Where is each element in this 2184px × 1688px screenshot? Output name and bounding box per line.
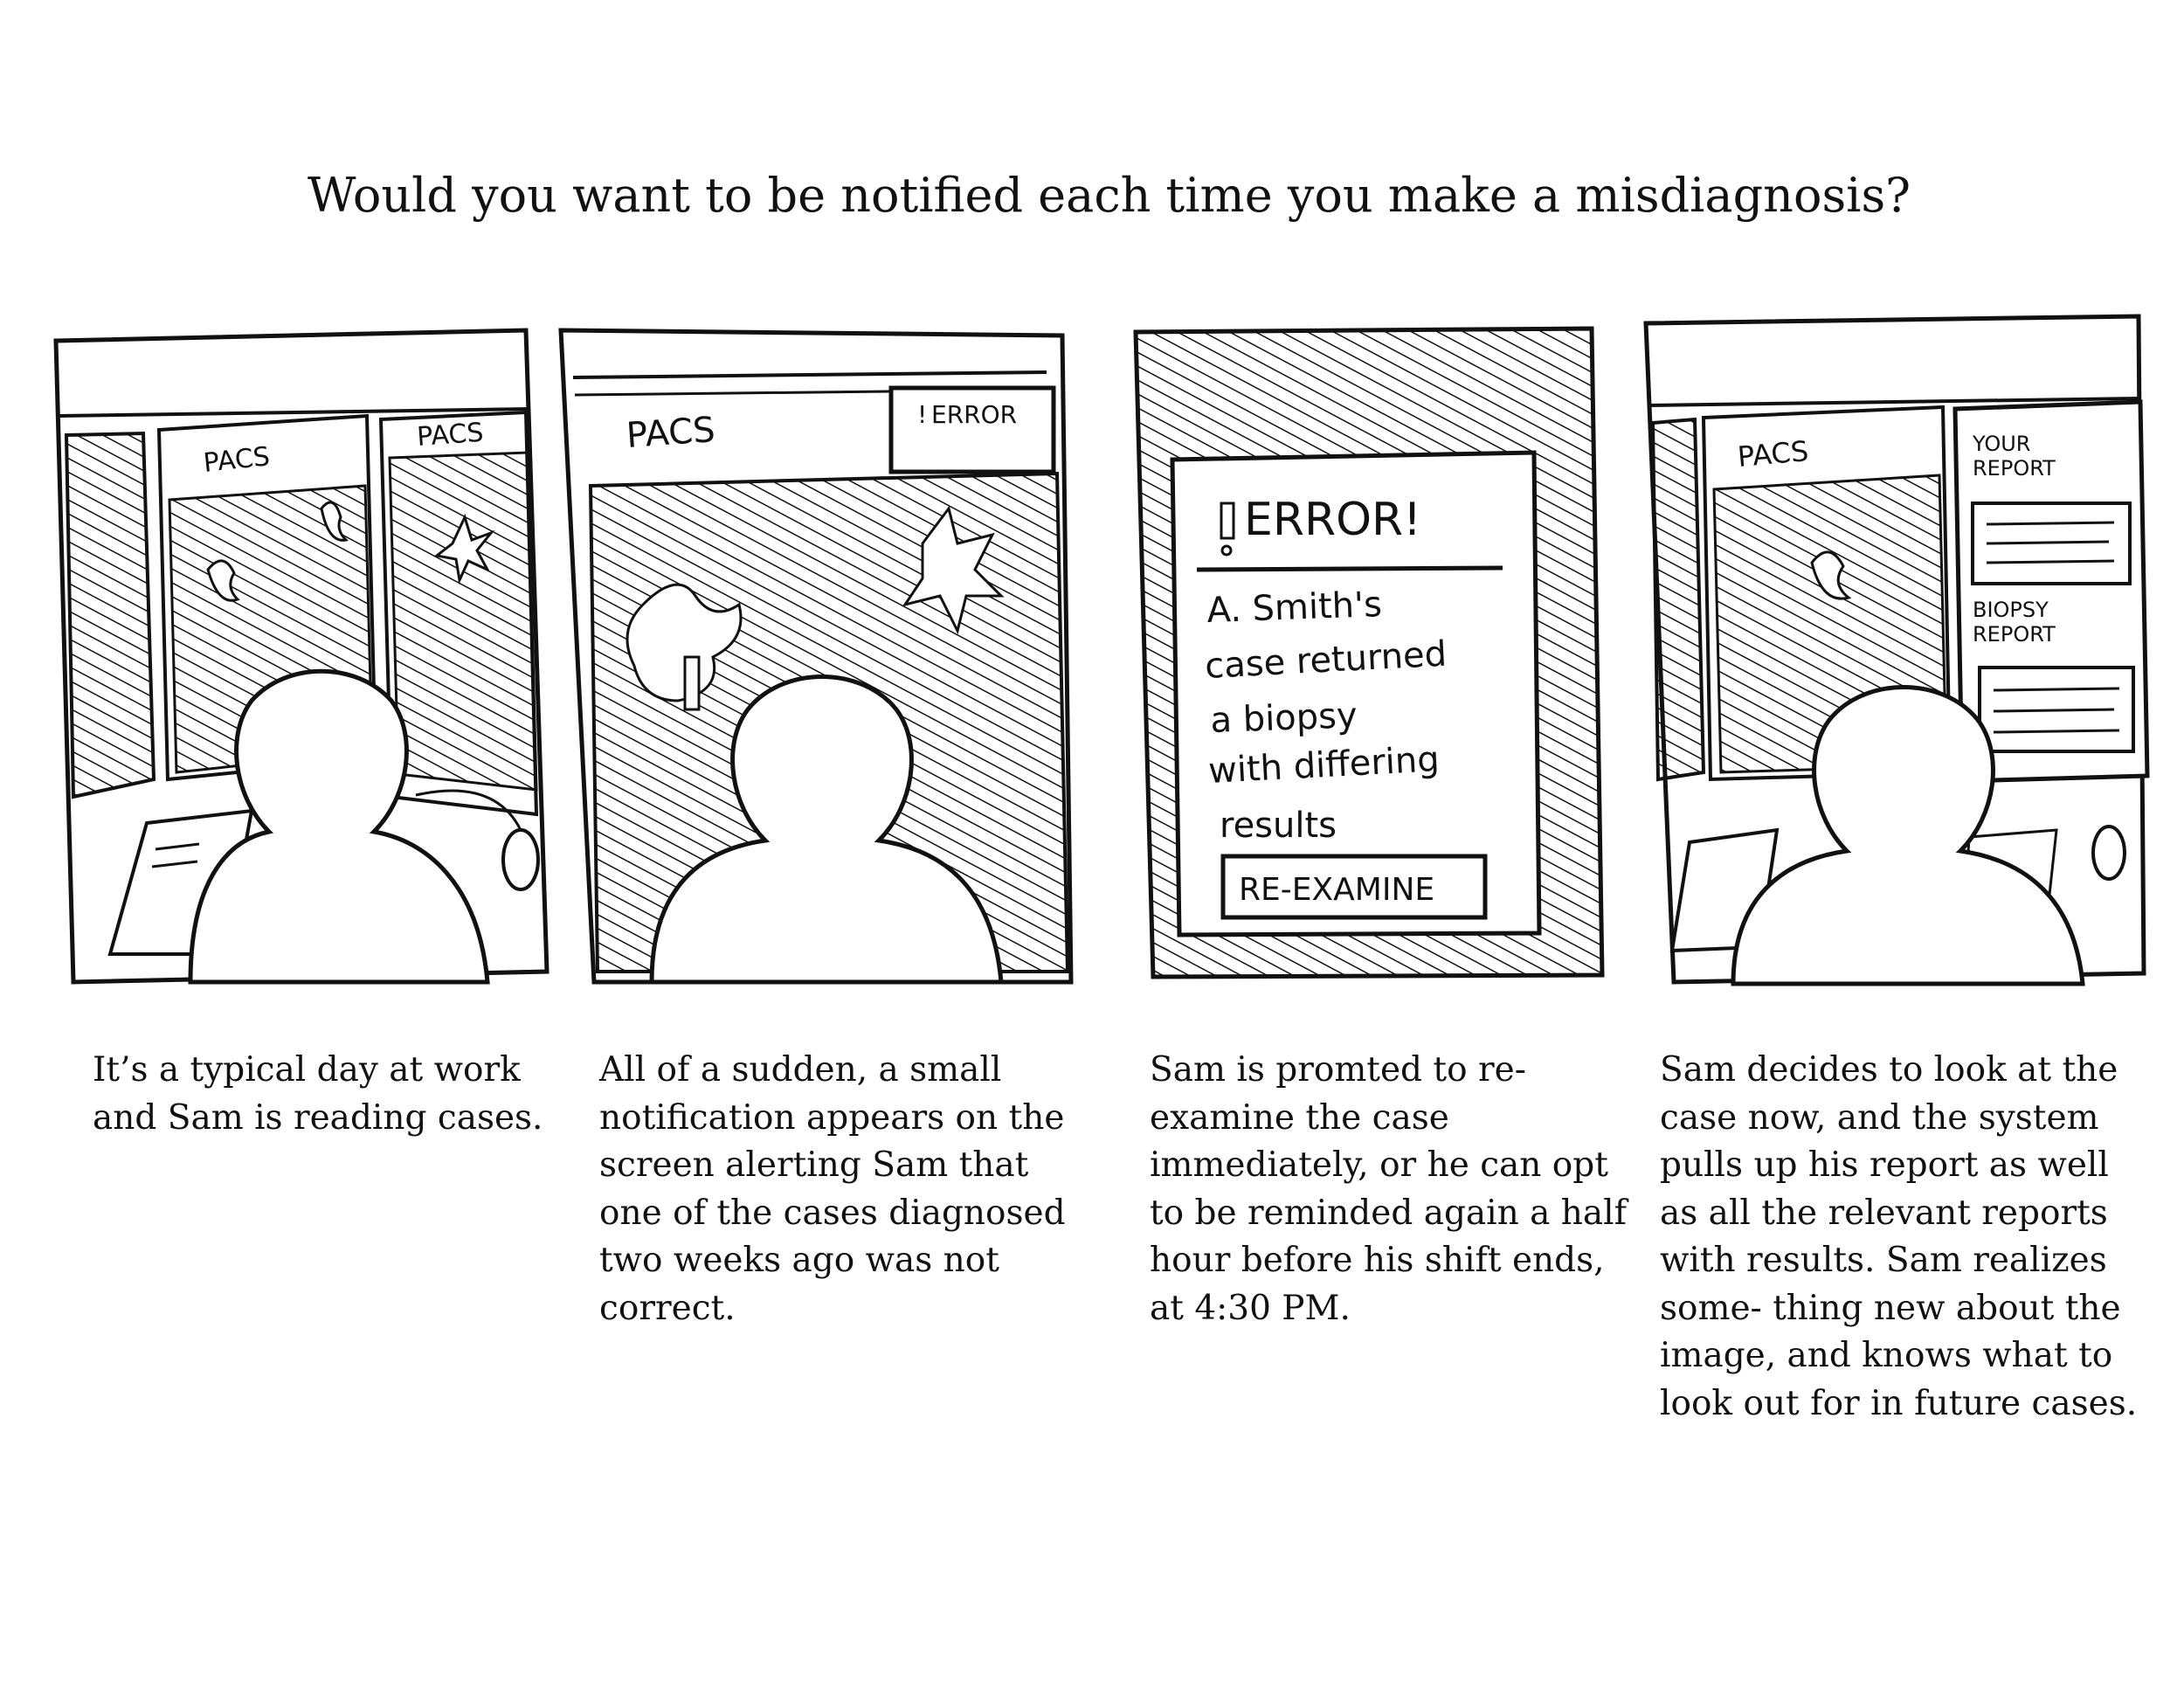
panel-3-sketch xyxy=(1127,320,1616,984)
your-report-label-line2: REPORT xyxy=(1973,456,2056,481)
storyboard-panel-3 xyxy=(1127,320,1616,984)
storyboard-panel-2 xyxy=(556,325,1080,989)
re-examine-button[interactable] xyxy=(1223,856,1485,917)
panel-3-caption: Sam is promted to re-examine the case immediately, or he can opt to be reminded again a half hour before his shift ends, at 4:30 PM. xyxy=(1150,1050,1628,1328)
dialog-message-line-3: a biopsy xyxy=(1209,695,1358,741)
notification-label: ERROR xyxy=(931,400,1018,429)
panel-4-sketch xyxy=(1620,301,2153,991)
biopsy-report-label-line1: BIOPSY xyxy=(1973,598,2049,622)
storyboard-panel-1 xyxy=(51,325,554,989)
panel-1-sketch xyxy=(51,325,554,989)
your-report-label-line1: YOUR xyxy=(1973,432,2031,456)
storyboard-title: Would you want to be notified each time you make a misdiagnosis? xyxy=(308,168,1911,223)
panel-4-caption: Sam decides to look at the case now, and the system pulls up his report as well as all the relevant reports with results. Sam realizes some- thing new about the image, and knows what to look out for in future cases. xyxy=(1660,1050,2138,1423)
monitor-left-label: PACS xyxy=(202,441,272,479)
monitor-right-label: PACS xyxy=(416,417,485,453)
panel-2-sketch xyxy=(556,325,1080,989)
re-examine-button-label: RE-EXAMINE xyxy=(1239,872,1435,908)
dialog-message-line-5: results xyxy=(1220,806,1337,846)
storyboard-panel-4 xyxy=(1620,301,2153,991)
dialog-message-line-2: case returned xyxy=(1204,633,1448,687)
error-dialog xyxy=(1172,453,1539,935)
dialog-message-line-4: with differing xyxy=(1207,739,1441,792)
dialog-message-line-1: A. Smith's xyxy=(1206,585,1383,631)
monitor-label: PACS xyxy=(625,410,716,456)
biopsy-report-label-line2: REPORT xyxy=(1973,622,2056,647)
alert-icon xyxy=(1221,503,1234,538)
panel-1-caption: It’s a typical day at work and Sam is reading cases. xyxy=(93,1050,543,1138)
notification-icon: ! xyxy=(917,400,928,429)
monitor-label: PACS xyxy=(1736,434,1810,474)
panel-2-caption: All of a sudden, a small notification appears on the screen alerting Sam that one of the cases diagnosed two weeks ago was not correct. xyxy=(599,1050,1066,1328)
dialog-title: ERROR! xyxy=(1244,494,1422,546)
